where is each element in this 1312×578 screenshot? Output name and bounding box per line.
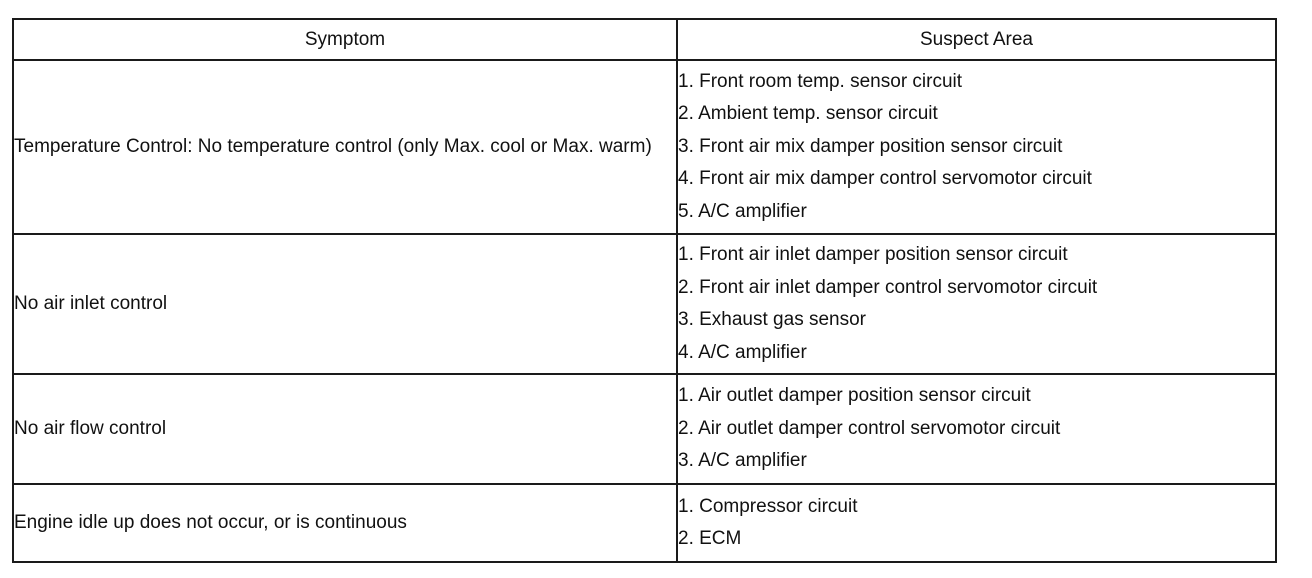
suspect-area-item: 4. A/C amplifier xyxy=(678,341,807,363)
table-header xyxy=(13,19,1276,60)
symptom-cell: Temperature Control: No temperature control (only Max. cool or Max. warm) xyxy=(13,60,677,234)
symptom-cell: No air inlet control xyxy=(13,234,677,374)
suspect-area-item: 3. A/C amplifier xyxy=(678,450,807,472)
suspect-area-item: 2. ECM xyxy=(678,528,742,549)
symptom-cell: No air flow control xyxy=(13,374,677,484)
table-row xyxy=(13,60,1276,234)
suspect-area-column-header: Suspect Area xyxy=(677,19,1276,60)
symptom-column-header: Symptom xyxy=(13,19,677,60)
table-row xyxy=(13,234,1276,374)
suspect-area-list xyxy=(678,62,1275,233)
suspect-area-list xyxy=(678,376,1275,482)
header-row xyxy=(13,19,1276,60)
suspect-area-item: 4. Front air mix damper control servomotor circuit xyxy=(678,168,1092,190)
suspect-area-item: 5. A/C amplifier xyxy=(678,200,807,222)
suspect-area-item: 1. Front air inlet damper position sensor circuit xyxy=(678,244,1068,265)
suspect-area-item: 3. Exhaust gas sensor xyxy=(678,309,866,330)
suspect-area-item: 2. Front air inlet damper control servomotor circuit xyxy=(678,276,1098,298)
suspect-area-cell xyxy=(677,484,1276,562)
suspect-area-item: 3. Front air mix damper position sensor circuit xyxy=(678,135,1063,157)
suspect-area-item: 1. Air outlet damper position sensor circuit xyxy=(678,385,1031,407)
table-row xyxy=(13,374,1276,484)
suspect-area-item: 1. Compressor circuit xyxy=(678,495,858,517)
suspect-area-cell xyxy=(677,374,1276,484)
suspect-area-item: 1. Front room temp. sensor circuit xyxy=(678,70,963,92)
suspect-area-item: 2. Air outlet damper control servomotor circuit xyxy=(678,417,1061,439)
table-row xyxy=(13,484,1276,562)
symptom-cell: Engine idle up does not occur, or is continuous xyxy=(13,484,677,562)
suspect-area-list xyxy=(678,235,1275,373)
suspect-area-cell xyxy=(677,234,1276,374)
table-body xyxy=(13,60,1276,562)
suspect-area-list xyxy=(678,487,1275,560)
symptom-table xyxy=(12,18,1277,563)
suspect-area-cell xyxy=(677,60,1276,234)
suspect-area-item: 2. Ambient temp. sensor circuit xyxy=(678,103,938,125)
